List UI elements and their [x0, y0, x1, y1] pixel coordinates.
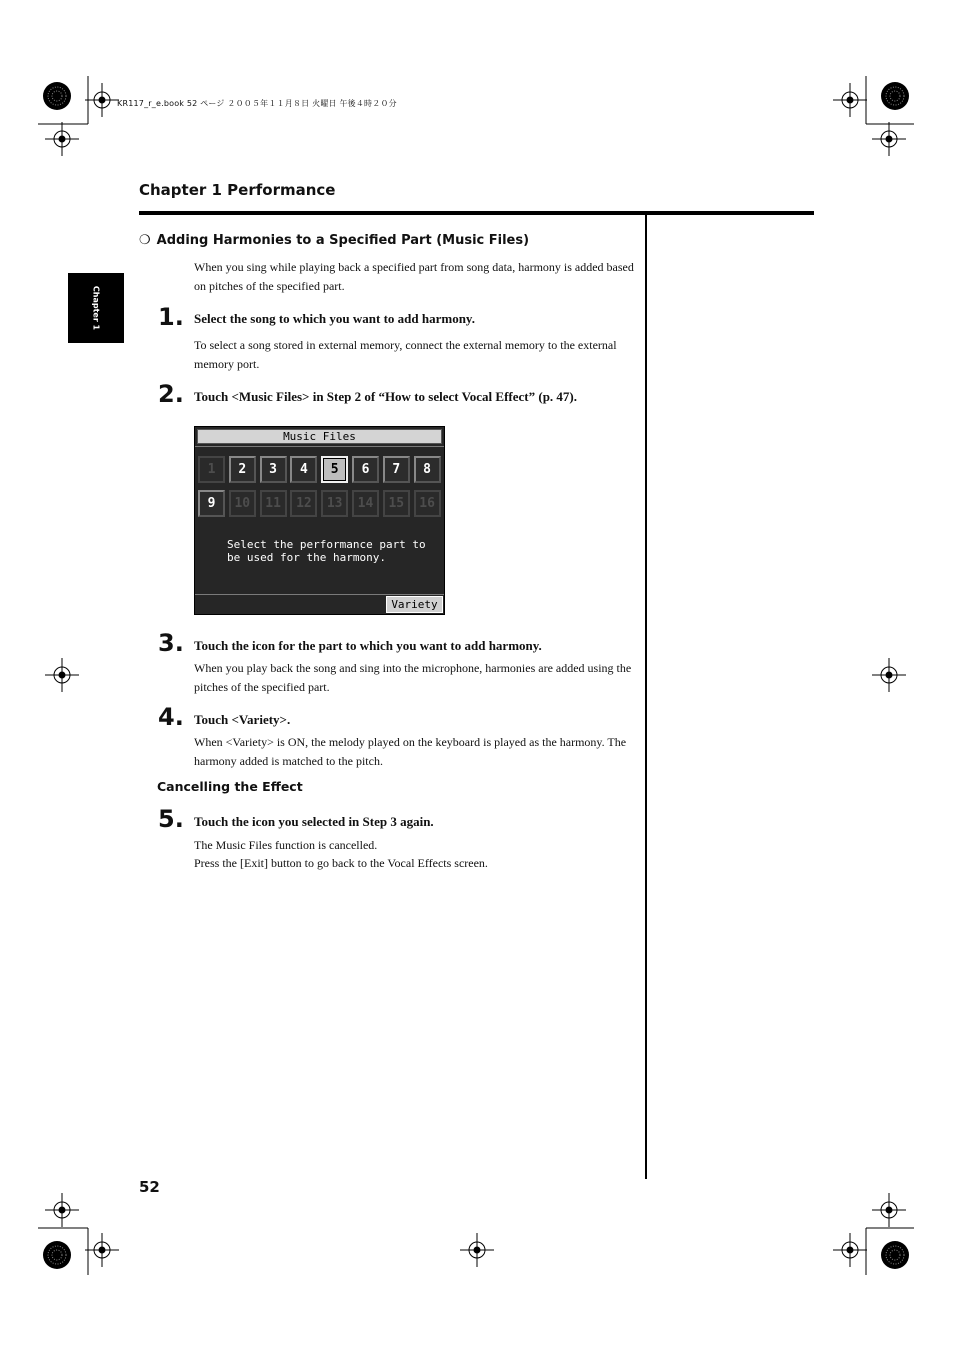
step-number-2: 2.	[158, 380, 184, 408]
variety-button[interactable]: Variety	[386, 596, 443, 613]
step-number-3: 3.	[158, 629, 184, 657]
chapter-side-tab	[68, 273, 124, 343]
screen-title: Music Files	[197, 429, 442, 444]
part-button-7[interactable]: 7	[383, 456, 410, 483]
screen-message-line-1: Select the performance part to	[227, 538, 426, 551]
section-intro: When you sing while playing back a specified part from song data, harmony is added based on pitches of the specified part.	[194, 260, 634, 293]
part-button-2[interactable]: 2	[229, 456, 256, 483]
part-button-13[interactable]: 13	[321, 490, 348, 517]
screen-message-line-2: be used for the harmony.	[227, 551, 386, 564]
step-description-1: To select a song stored in external memory, connect the external memory to the external memory port.	[194, 338, 617, 371]
side-tab-label: Chapter 1	[91, 285, 101, 331]
screen-bottom-divider	[195, 594, 444, 595]
step-description-5-line-1: The Music Files function is cancelled.	[194, 838, 378, 852]
heading-rule	[139, 211, 814, 215]
part-button-4[interactable]: 4	[290, 456, 317, 483]
step-description-4: When <Variety> is ON, the melody played on the keyboard is played as the harmony. The harmony added is matched to the pitch.	[194, 735, 627, 768]
part-button-14[interactable]: 14	[352, 490, 379, 517]
screen-divider	[195, 446, 444, 447]
section-title	[139, 233, 529, 248]
step-number-1: 1.	[158, 303, 184, 331]
part-button-12[interactable]: 12	[290, 490, 317, 517]
step-number-4: 4.	[158, 703, 184, 731]
step-description-5-line-2: Press the [Exit] button to go back to the Vocal Effects screen.	[194, 856, 488, 870]
chapter-heading: Chapter 1 Performance	[139, 181, 336, 199]
part-button-11[interactable]: 11	[260, 490, 287, 517]
part-button-8[interactable]: 8	[414, 456, 441, 483]
screen-message	[227, 538, 426, 564]
section-title-text: Adding Harmonies to a Specified Part (Music Files)	[156, 233, 530, 248]
step-text-1: Select the song to which you want to add harmony.	[194, 311, 475, 326]
music-files-screen	[194, 426, 445, 615]
step-number-5: 5.	[158, 805, 184, 833]
page-number: 52	[139, 1178, 160, 1196]
step-description-3: When you play back the song and sing into the microphone, harmonies are added using the pitches of the specified part.	[194, 661, 632, 694]
cancel-heading: Cancelling the Effect	[157, 779, 303, 794]
file-info: KR117_r_e.book 52 ページ ２００５年１１月８日 火曜日 午後４時２０分	[117, 99, 397, 108]
circle-bullet-icon: ❍	[139, 233, 151, 248]
part-button-5[interactable]: 5	[321, 456, 348, 483]
part-button-9[interactable]: 9	[198, 490, 225, 517]
part-button-10[interactable]: 10	[229, 490, 256, 517]
step-text-3: Touch the icon for the part to which you want to add harmony.	[194, 638, 542, 653]
step-text-4: Touch <Variety>.	[194, 712, 291, 727]
part-button-6[interactable]: 6	[352, 456, 379, 483]
part-button-15[interactable]: 15	[383, 490, 410, 517]
part-button-1[interactable]: 1	[198, 456, 225, 483]
part-button-3[interactable]: 3	[260, 456, 287, 483]
step-text-2: Touch <Music Files> in Step 2 of “How to select Vocal Effect” (p. 47).	[194, 389, 578, 404]
column-rule	[645, 214, 647, 1179]
part-button-16[interactable]: 16	[414, 490, 441, 517]
step-text-5: Touch the icon you selected in Step 3 again.	[194, 814, 434, 829]
